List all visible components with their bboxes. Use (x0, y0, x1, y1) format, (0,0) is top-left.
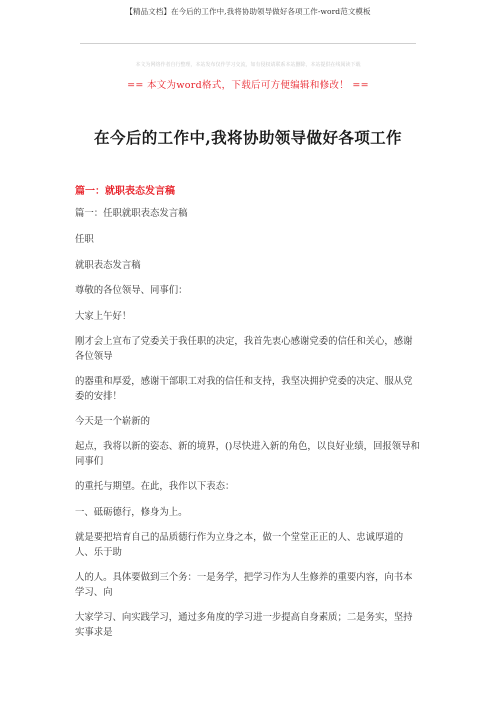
paragraph: 就是要把培育自己的品质德行作为立身之本，做一个堂堂正正的人、忠诚厚道的人、乐于助 (75, 532, 404, 558)
paragraph: 一、砥砺德行，修身为上。 (75, 507, 188, 518)
paragraph: 刚才会上宣布了党委关于我任职的决定，我首先衷心感谢党委的信任和关心，感谢各位领导 (75, 336, 413, 362)
paragraph: 就职表态发言稿 (75, 260, 141, 271)
paragraph: 今天是一个崭新的 (75, 416, 151, 427)
paragraph: 尊敬的各位领导、同事们： (75, 285, 188, 296)
paragraph: 大家学习、向实践学习，通过多角度的学习进一步提高自身素质；二是务实，坚持实事求是 (75, 612, 413, 638)
format-notice: == 本文为word格式，下载后可方便编辑和修改！ == (127, 80, 369, 91)
paragraph: 任职 (75, 234, 94, 245)
header-divider (80, 43, 416, 44)
paragraph: 人的人。具体要做到三个务：一是务学，把学习作为人生修养的重要内容，向书本学习、向 (75, 572, 413, 598)
paragraph: 篇一：任职就职表态发言稿 (75, 208, 188, 219)
header-title: 【精品文档】在今后的工作中,我将协助领导做好各项工作-word范文模板 (125, 7, 371, 16)
disclaimer-text: 本文为网络作者自行整理，本站发布仅作学习交流，如有侵权请联系本站删除，本站提供在线阅读下载 (135, 62, 361, 68)
paragraph: 起点，我将以新的姿态、新的境界，()尽快进入新的角色，以良好业绩，回报领导和同事们 (75, 441, 420, 467)
paragraph: 的器重和厚爱，感谢干部职工对我的信任和支持，我坚决拥护党委的决定、服从党委的安排！ (75, 376, 413, 402)
paragraph: 的重托与期望。在此，我作以下表态： (75, 481, 235, 492)
paragraph: 大家上午好！ (75, 311, 132, 322)
document-title: 在今后的工作中,我将协助领导做好各项工作 (94, 128, 402, 147)
section-heading: 篇一：就职表态发言稿 (75, 186, 175, 197)
